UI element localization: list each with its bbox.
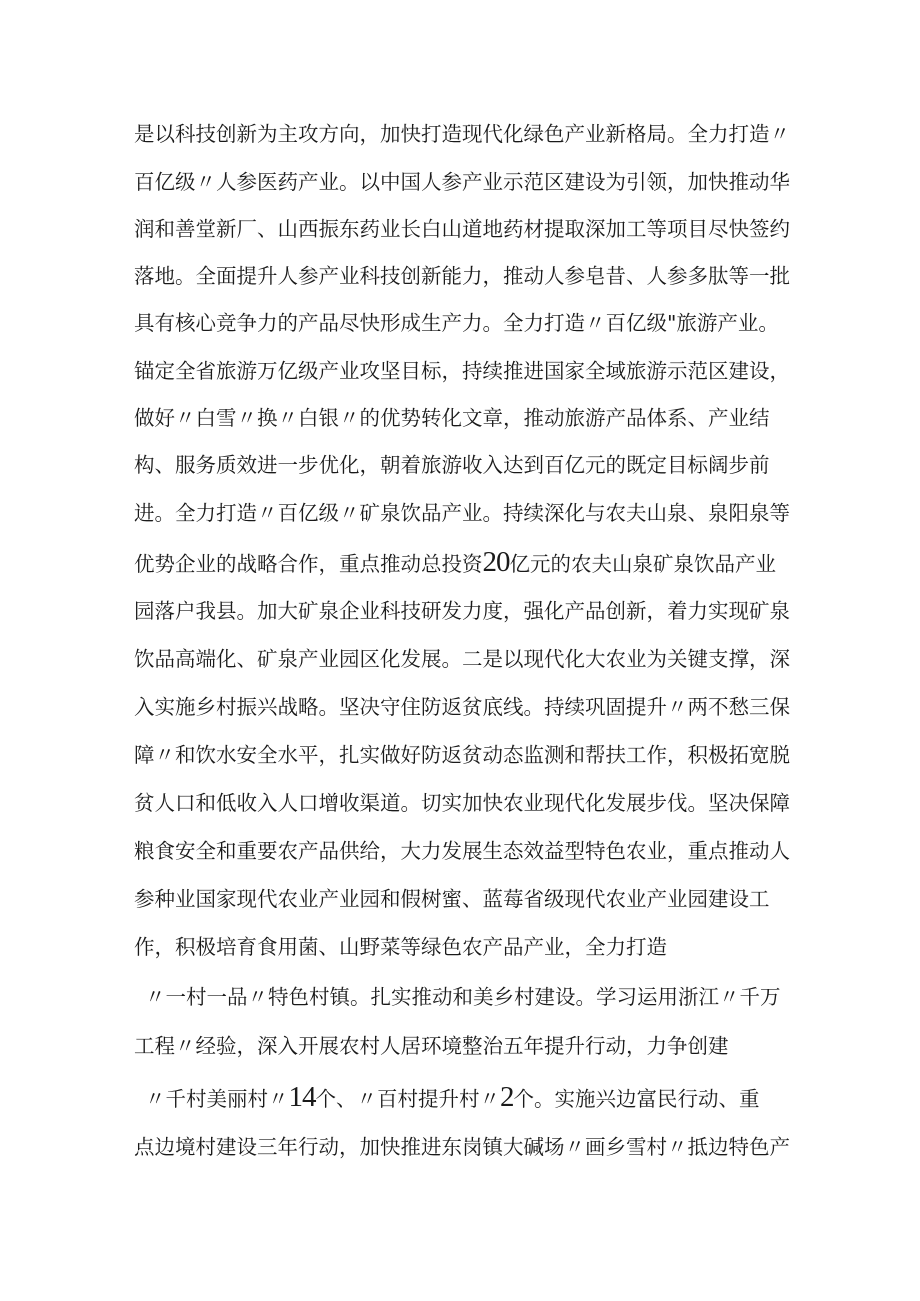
text-line-18: 作，积极培育食用菌、山野菜等绿色农产品产业，全力打造 <box>134 935 667 959</box>
village-count-number: 2 <box>500 1081 514 1113</box>
text-line-16: 粮食安全和重要农产品供给，大力发展生态效益型特色农业，重点推动人 <box>134 839 790 863</box>
text-line-17: 参种业国家现代农业产业园和假树蜜、蓝莓省级现代农业产业园建设工 <box>134 887 770 911</box>
text-line-6: 锚定全省旅游万亿级产业攻坚目标，持续推进国家全域旅游示范区建设， <box>134 359 790 383</box>
text-line-1: 是以科技创新为主攻方向，加快打造现代化绿色产业新格局。全力打造〃 <box>134 122 790 146</box>
text-line-14: 障〃和饮水安全水平，扎实做好防返贫动态监测和帮扶工作，积极拓宽脱 <box>134 743 790 767</box>
text-segment: 亿元的农夫山泉矿泉饮品产业 <box>509 552 776 576</box>
text-segment: 个、〃百村提升村〃 <box>315 1087 500 1111</box>
text-line-10 <box>134 540 794 584</box>
village-count-number: 14 <box>288 1081 316 1113</box>
investment-number: 20 <box>482 546 510 578</box>
text-line-5: 具有核心竞争力的产品尽快形成生产力。全力打造〃百亿级"旅游产业。 <box>134 311 779 335</box>
text-segment: 〃千村美丽村〃 <box>145 1087 289 1111</box>
text-line-9: 进。全力打造〃百亿级〃矿泉饮品产业。持续深化与农夫山泉、泉阳泉等 <box>134 501 790 525</box>
text-line-8: 构、服务质效进一步优化，朝着旅游收入达到百亿元的既定目标阔步前 <box>134 453 770 477</box>
text-line-4: 落地。全面提升人参产业科技创新能力，推动人参皂昔、人参多肽等一批 <box>134 264 790 288</box>
text-segment: 优势企业的战略合作，重点推动总投资 <box>134 552 483 576</box>
text-line-7: 做好〃白雪〃换〃白银〃的优势转化文章，推动旅游产品体系、产业结 <box>134 406 770 430</box>
text-line-21 <box>145 1075 805 1119</box>
text-line-22: 点边境村建设三年行动，加快推进东岗镇大碱场〃画乡雪村〃抵边特色产 <box>134 1135 790 1159</box>
text-line-15: 贫人口和低收入人口增收渠道。切实加快农业现代化发展步伐。坚决保障 <box>134 791 790 815</box>
text-line-2: 百亿级〃人参医药产业。以中国人参产业示范区建设为引领，加快推动华 <box>134 170 790 194</box>
text-line-11: 园落户我县。加大矿泉企业科技研发力度，强化产品创新，着力实现矿泉 <box>134 599 790 623</box>
text-line-19: 〃一村一品〃特色村镇。扎实推动和美乡村建设。学习运用浙江〃千万 <box>145 985 781 1009</box>
text-line-12: 饮品高端化、矿泉产业园区化发展。二是以现代化大农业为关键支撑，深 <box>134 647 790 671</box>
text-line-13: 入实施乡村振兴战略。坚决守住防返贫底线。持续巩固提升〃两不愁三保 <box>134 695 790 719</box>
text-segment: 个。实施兴边富民行动、重 <box>513 1087 760 1111</box>
text-line-3: 润和善堂新厂、山西振东药业长白山道地药材提取深加工等项目尽快签约 <box>134 217 790 241</box>
text-line-20: 工程〃经验，深入开展农村人居环境整治五年提升行动，力争创建 <box>134 1034 729 1058</box>
